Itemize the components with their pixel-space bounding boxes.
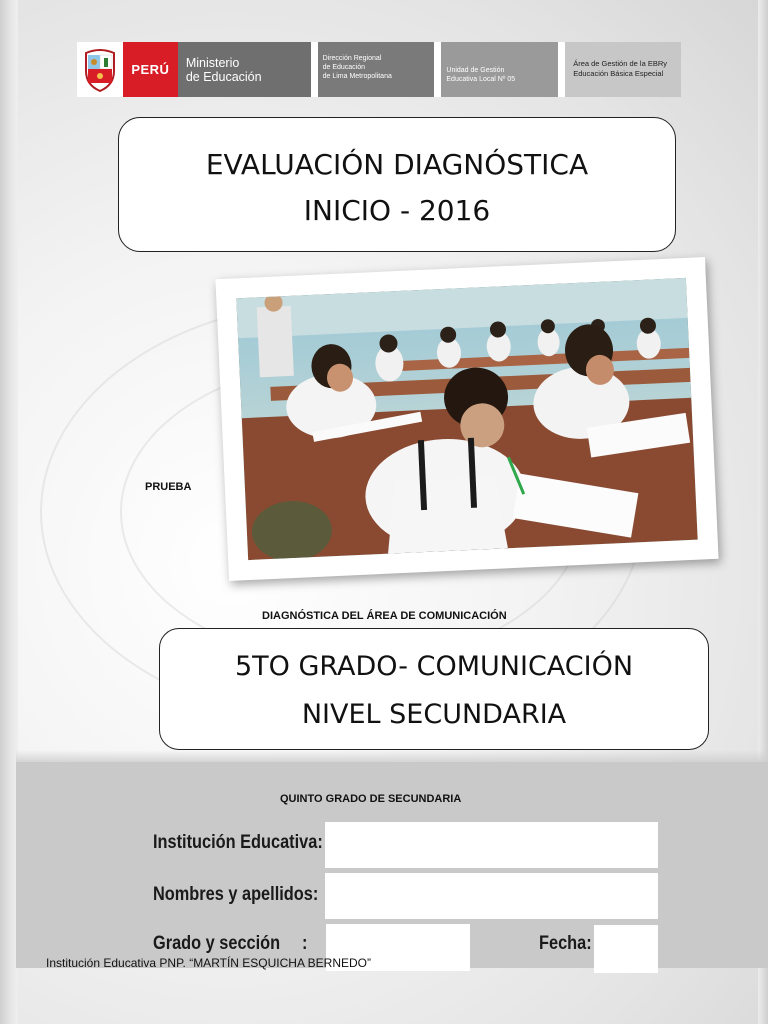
title-line: INICIO - 2016 — [303, 194, 491, 227]
classroom-photo-frame — [215, 257, 718, 581]
ebr-area-name — [565, 42, 681, 97]
drelm-line: Dirección Regional — [322, 55, 382, 62]
title-line: EVALUACIÓN DIAGNÓSTICA — [205, 148, 589, 181]
date-label: Fecha: — [539, 933, 592, 954]
level-line: NIVEL SECUNDARIA — [301, 699, 567, 730]
drelm-line: de Lima Metropolitana — [322, 73, 392, 80]
ministry-line: Ministerio — [185, 56, 240, 70]
ebr-line: Área de Gestión de la EBRy — [573, 59, 667, 68]
institution-label: Institución Educativa: — [153, 832, 323, 853]
names-field[interactable] — [325, 873, 658, 919]
ugel-name — [441, 42, 558, 97]
area-caption: DIAGNÓSTICA DEL ÁREA DE COMUNICACIÓN — [262, 610, 507, 622]
grade-box — [159, 628, 709, 750]
names-label: Nombres y apellidos: — [153, 884, 319, 905]
ministry-line: de Educación — [185, 70, 262, 84]
form-heading: QUINTO GRADO DE SECUNDARIA — [280, 793, 462, 805]
drelm-name — [318, 42, 435, 97]
ministry-name — [178, 42, 311, 97]
grade-line: 5TO GRADO- COMUNICACIÓN — [234, 651, 634, 682]
ugel-line: Unidad de Gestión — [446, 67, 505, 74]
institution-field[interactable] — [325, 822, 658, 868]
date-field[interactable] — [594, 925, 658, 973]
prueba-label: PRUEBA — [145, 481, 192, 493]
peru-coat-of-arms-icon — [77, 42, 123, 97]
header-banner — [77, 42, 681, 97]
title-box — [118, 117, 676, 252]
ugel-line: Educativa Local Nº 05 — [446, 76, 516, 83]
ebr-line: Educación Básica Especial — [573, 69, 664, 78]
grade-section-colon: : — [302, 933, 308, 954]
classroom-photo — [236, 278, 697, 560]
peru-label: PERÚ — [123, 42, 178, 97]
footer-institution: Institución Educativa PNP. “MARTÍN ESQUICHA BERNEDO” — [46, 956, 371, 970]
drelm-line: de Educación — [322, 64, 366, 71]
grade-section-label: Grado y sección — [153, 933, 281, 954]
